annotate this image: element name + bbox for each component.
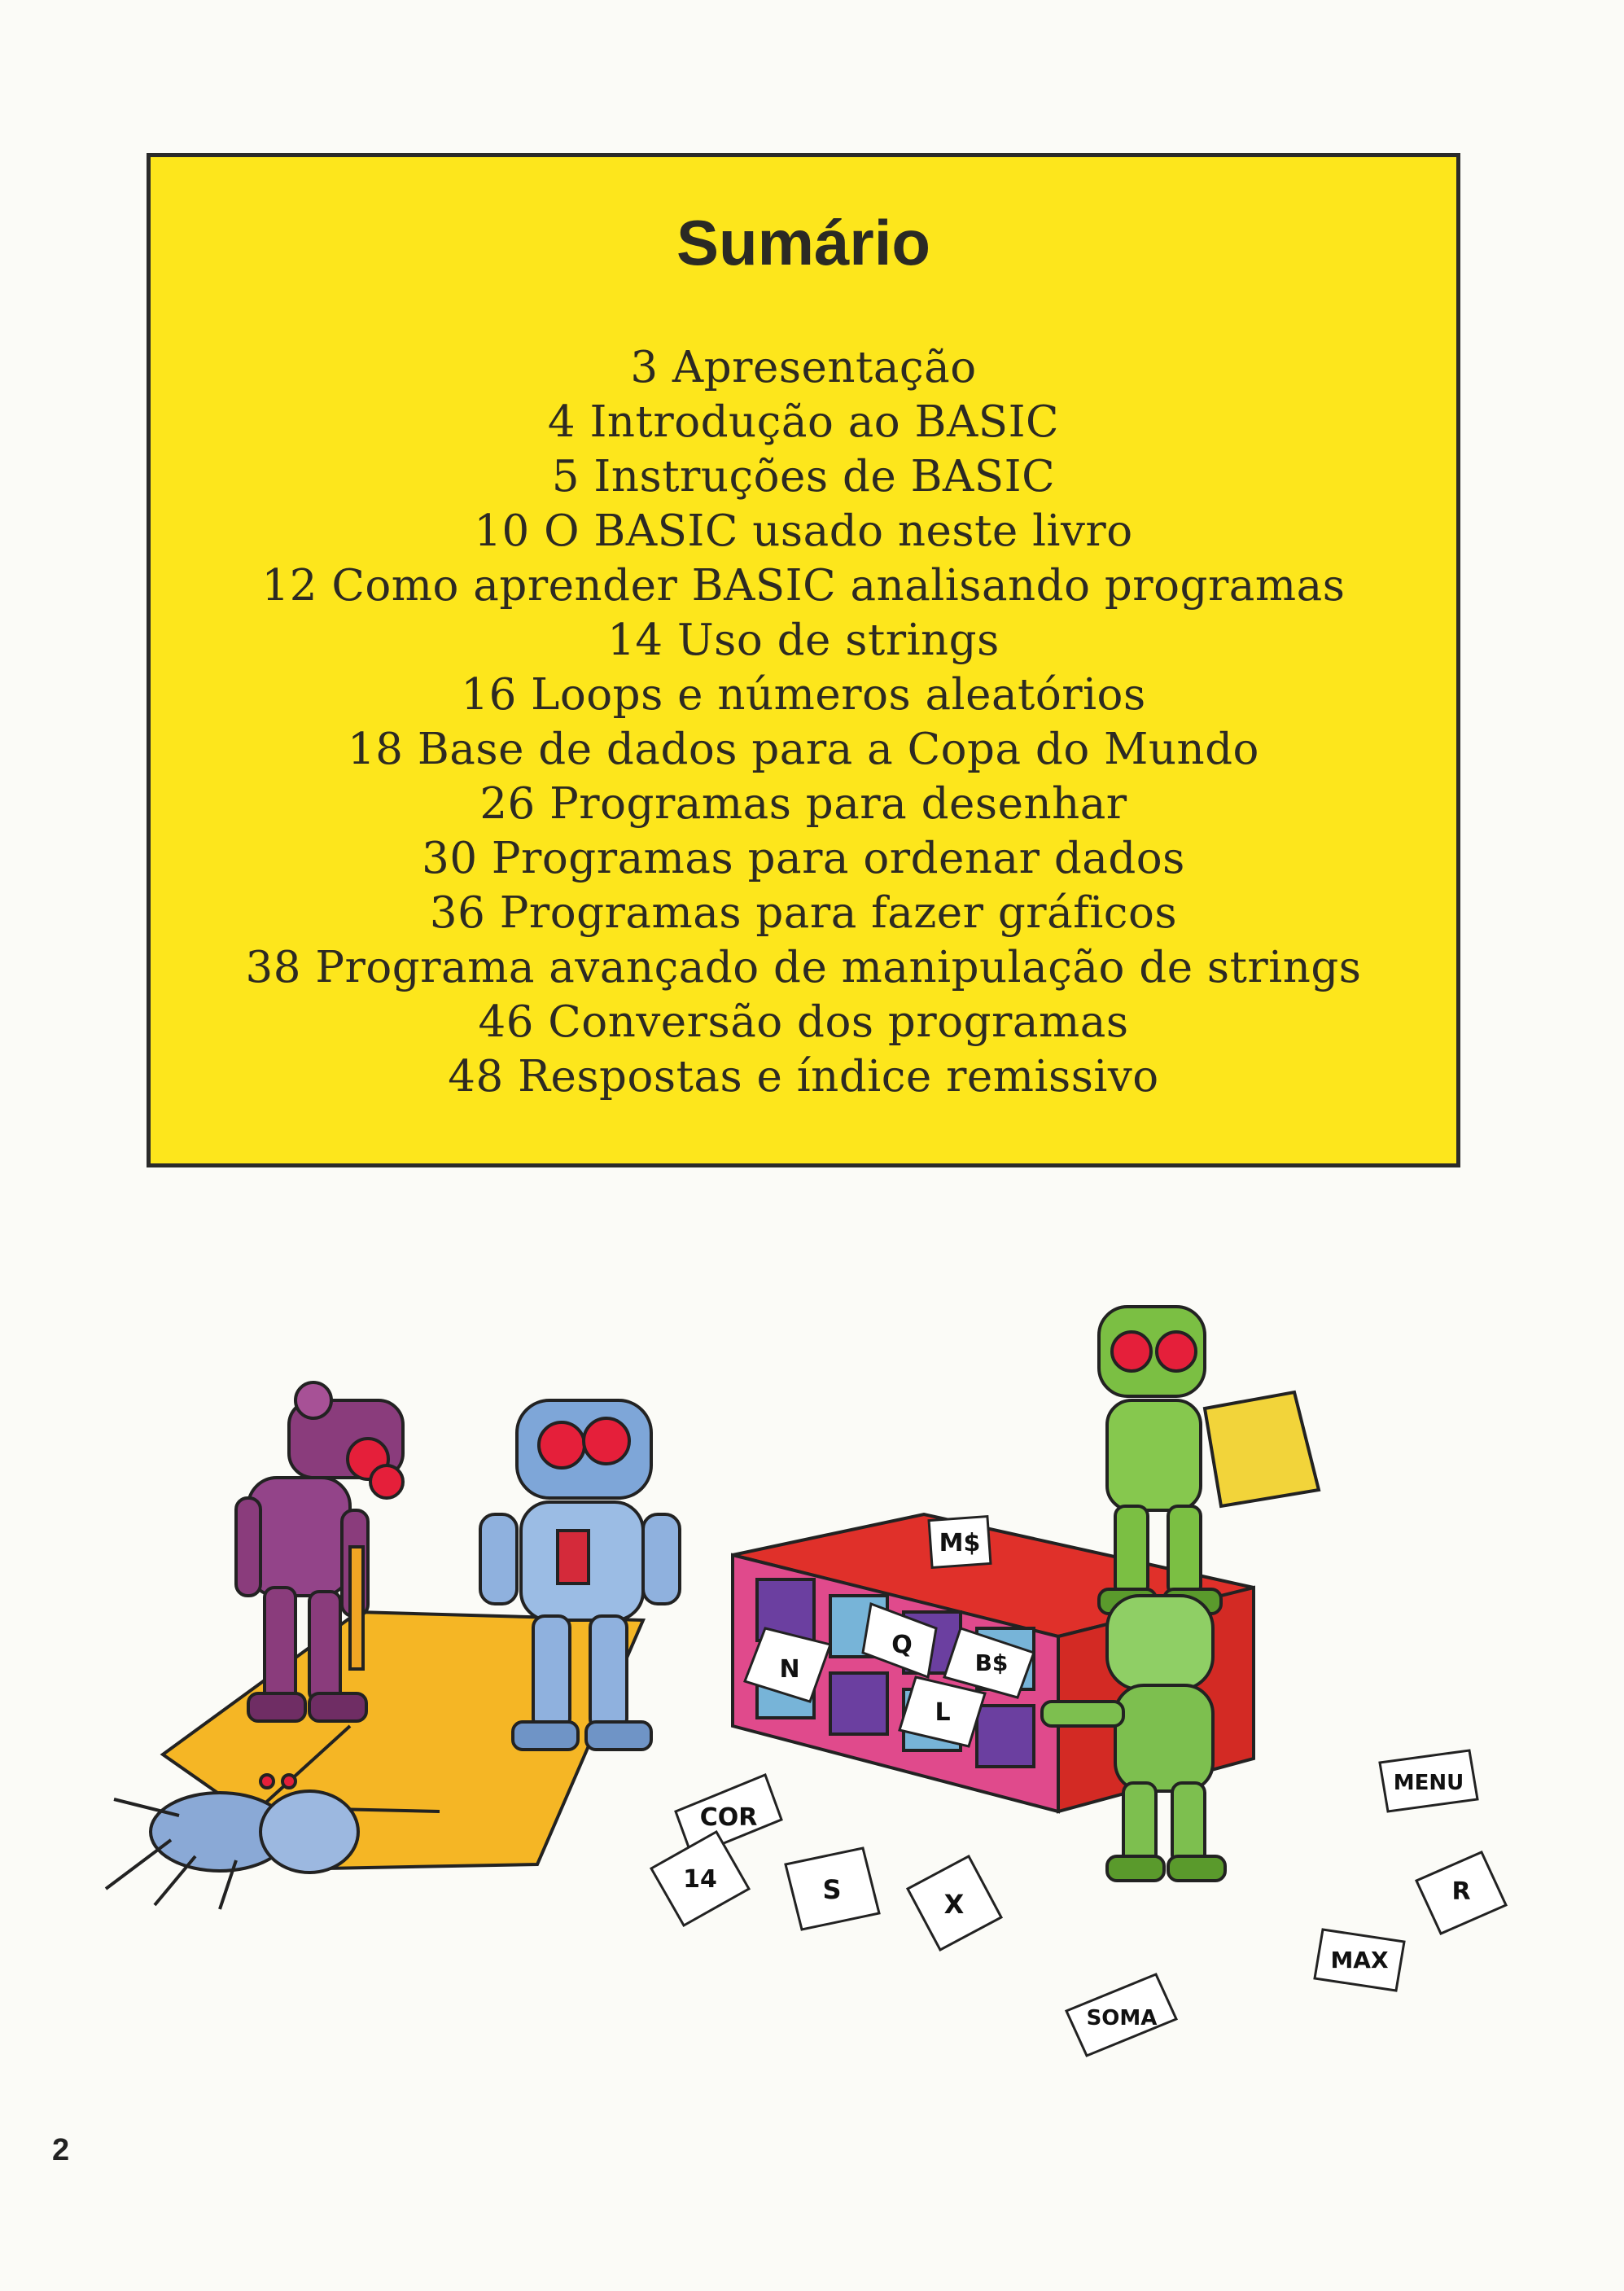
svg-text:COR: COR [699,1803,758,1832]
toc-entry: 16 Loops e números aleatórios [461,670,1146,720]
table-of-contents-box [147,153,1460,1167]
toc-entry: 4 Introdução ao BASIC [547,397,1060,447]
page-number: 2 [52,2133,70,2167]
toc-title: Sumário [676,207,931,278]
toc-entry: 14 Uso de strings [607,615,1000,665]
svg-text:Q: Q [891,1631,913,1659]
svg-text:MENU: MENU [1393,1771,1464,1795]
card-soma [1066,1974,1176,2056]
robots-illustration [49,1270,1624,2084]
toc-entry: 30 Programas para ordenar dados [422,834,1185,883]
card-14 [651,1832,749,1925]
toc-list [151,340,1456,1104]
card-s [786,1848,879,1930]
svg-text:X: X [943,1889,965,1920]
toc-entry: 12 Como aprender BASIC analisando programas [261,561,1346,611]
svg-text:B$: B$ [974,1649,1009,1676]
toc-entry: 36 Programas para fazer gráficos [429,888,1178,938]
svg-text:MAX: MAX [1330,1947,1389,1973]
svg-text:14: 14 [683,1865,717,1894]
toc-entry: 18 Base de dados para a Copa do Mundo [348,725,1259,774]
toc-entry: 46 Conversão dos programas [478,997,1129,1047]
toc-entry: 26 Programas para desenhar [479,779,1127,829]
svg-text:S: S [822,1874,842,1905]
card-r [1416,1852,1506,1934]
svg-text:N: N [779,1655,800,1684]
toc-entry: 38 Programa avançado de manipulação de strings [245,943,1362,992]
toc-entry: 48 Respostas e índice remissivo [448,1052,1159,1102]
svg-text:L: L [935,1698,951,1727]
svg-text:SOMA: SOMA [1086,2006,1158,2030]
svg-text:R: R [1451,1877,1471,1906]
toc-entry: 3 Apresentação [630,343,977,392]
green-robot-reading [1099,1307,1319,1614]
spider-robot [106,1775,358,1909]
svg-text:M$: M$ [939,1529,981,1557]
card-x [908,1856,1001,1950]
card-menu [1380,1750,1477,1811]
card-max [1315,1930,1404,1991]
card-cor [676,1775,781,1856]
card-dollar [929,1517,991,1568]
toc-entry: 5 Instruções de BASIC [551,452,1056,502]
toc-entry: 10 O BASIC usado neste livro [474,506,1133,556]
